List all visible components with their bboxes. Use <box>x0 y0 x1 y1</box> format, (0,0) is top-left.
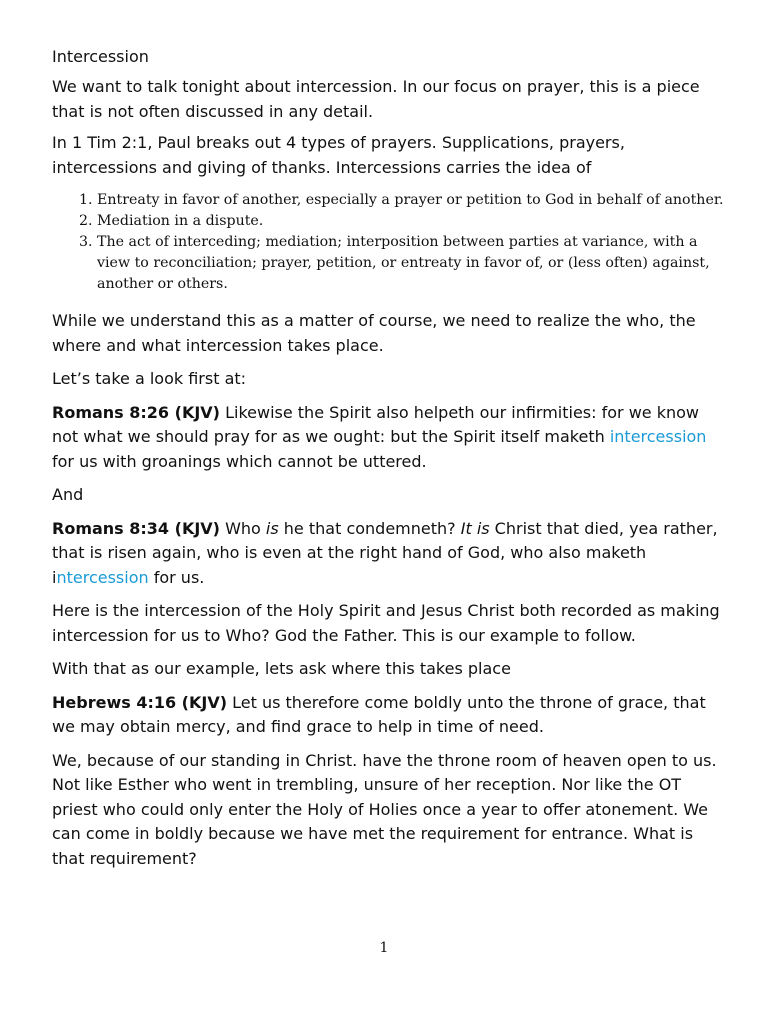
definition-item: 2. Mediation in a dispute. <box>97 211 727 232</box>
definition-item: 1. Entreaty in favor of another, especially a prayer or petition to God in behalf of another. <box>97 190 727 211</box>
scripture-reference: Hebrews 4:16 (KJV) <box>52 692 228 712</box>
romans-8-26-paragraph <box>52 401 727 475</box>
page-number: 1 <box>379 940 389 956</box>
intercession-link[interactable]: ntercession <box>56 567 149 587</box>
scripture-text: he that condemneth? <box>278 518 461 538</box>
scripture-text: Who <box>220 518 266 538</box>
scripture-text: for us. <box>148 567 205 587</box>
scripture-text: Likewise the Spirit also helpeth our infirmities: for we know not what we should pray for as we ought: but the Spirit itself maketh <box>52 402 699 446</box>
standing-paragraph: We, because of our standing in Christ. have the throne room of heaven open to us. Not like Esther who went in trembling, unsure of her reception. Nor like the OT priest who could only enter the Holy of Holies once a year to offer atonement. We can come in boldly because we have met the requirement for entrance. What is that requirement? <box>52 750 717 868</box>
romans-8-34-paragraph <box>52 517 727 591</box>
hebrews-4-16-paragraph <box>52 691 727 740</box>
definitions-list <box>52 190 727 295</box>
scripture-text: Christ that died, yea rather, that is risen again, who is even at the right hand of God, who also maketh i <box>52 518 718 587</box>
understand-paragraph: While we understand this as a matter of course, we need to realize the who, the where and what intercession takes place. <box>52 311 696 355</box>
scripture-reference: Romans 8:34 (KJV) <box>52 518 220 538</box>
intercession-link[interactable]: intercession <box>609 427 707 446</box>
look-first-paragraph: Let’s take a look first at: <box>52 369 247 388</box>
intro-paragraph: We want to talk tonight about intercession. In our focus on prayer, this is a piece that is not often discussed in any detail. <box>52 77 700 121</box>
holy-spirit-paragraph: Here is the intercession of the Holy Spirit and Jesus Christ both recorded as making intercession for us to Who? God the Father. This is our example to follow. <box>52 601 720 645</box>
scripture-reference: Romans 8:26 (KJV) <box>52 402 220 422</box>
italic-word: is <box>265 518 279 538</box>
scripture-text: Let us therefore come boldly unto the throne of grace, that we may obtain mercy, and find grace to help in time of need. <box>52 692 706 736</box>
italic-phrase: It is <box>460 518 490 538</box>
document-title: Intercession <box>52 47 149 66</box>
scripture-text: for us with groanings which cannot be uttered. <box>52 451 427 471</box>
and-paragraph: And <box>52 485 84 504</box>
example-paragraph: With that as our example, lets ask where this takes place <box>52 659 511 678</box>
document-page <box>52 45 727 880</box>
definition-item: 3. The act of interceding; mediation; interposition between parties at variance, with a view to reconciliation; prayer, petition, or entreaty in favor of, or (less often) against, another or others. <box>97 232 727 295</box>
tim-paragraph: In 1 Tim 2:1, Paul breaks out 4 types of prayers. Supplications, prayers, intercessions and giving of thanks. Intercessions carries the idea of <box>52 133 625 177</box>
